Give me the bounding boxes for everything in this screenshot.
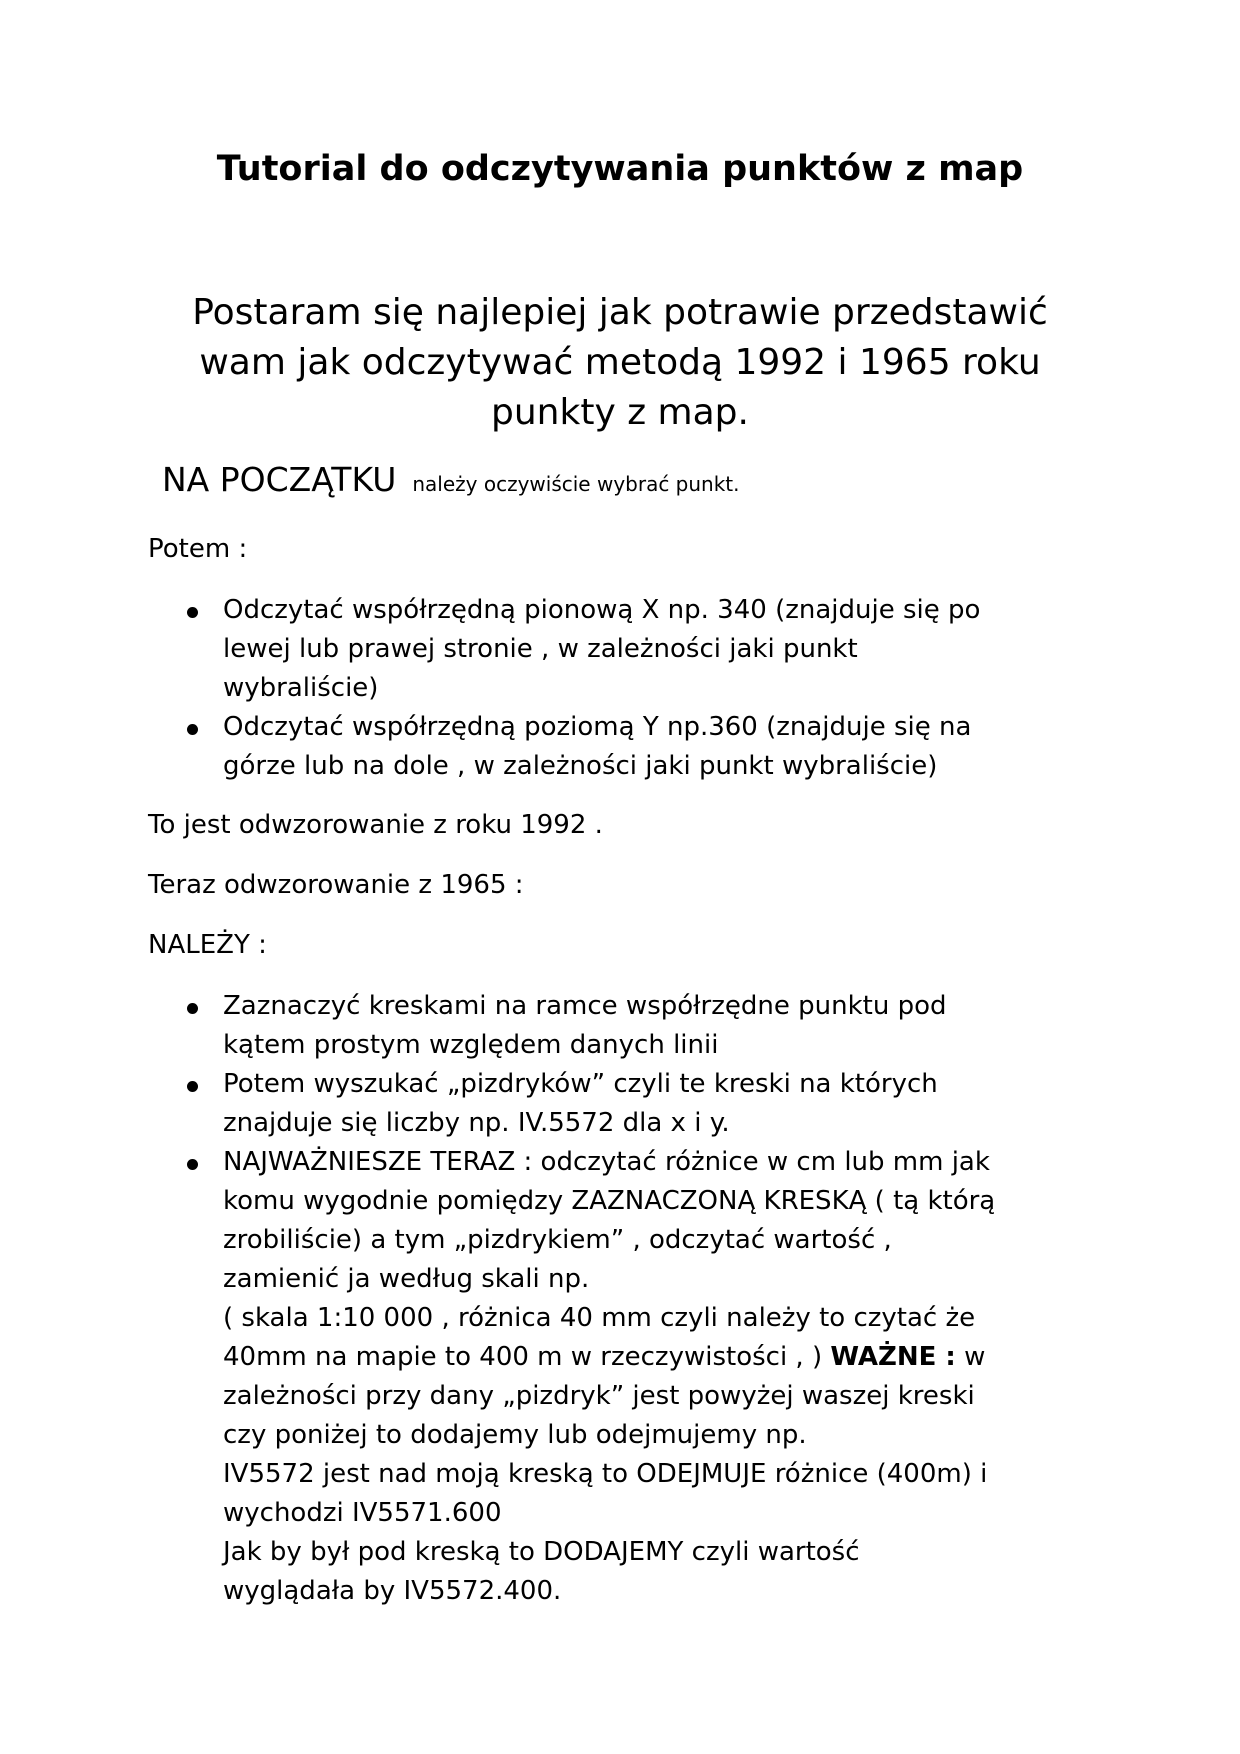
bullet-icon bbox=[187, 1003, 198, 1014]
list-item bbox=[0, 1143, 1103, 1611]
list-item-line: kątem prostym względem danych linii bbox=[223, 1030, 719, 1060]
list-item-line: Potem wyszukać „pizdryków” czyli te kreski na których bbox=[223, 1069, 938, 1099]
list-item-line: Odczytać współrzędną pionową X np. 340 (znajduje się po bbox=[223, 595, 981, 625]
list-item-line: komu wygodnie pomiędzy ZAZNACZONĄ KRESKĄ ( tą którą bbox=[223, 1186, 996, 1216]
intro-line: wam jak odczytywać metodą 1992 i 1965 roku bbox=[199, 342, 1041, 383]
list-item-line: ( skala 1:10 000 , różnica 40 mm czyli należy to czytać że bbox=[223, 1303, 976, 1333]
bullet-icon bbox=[187, 1159, 198, 1170]
list-item-line: Jak by był pod kreską to DODAJEMY czyli wartość bbox=[223, 1537, 860, 1567]
paragraph-1965: Teraz odwzorowanie z 1965 : bbox=[148, 870, 524, 900]
list-item-line: Zaznaczyć kreskami na ramce współrzędne punktu pod bbox=[223, 991, 947, 1021]
list-item-line: lewej lub prawej stronie , w zależności jaki punkt bbox=[223, 634, 858, 664]
list-item bbox=[0, 1065, 1103, 1143]
start-paragraph bbox=[162, 460, 740, 499]
list-item-line: IV5572 jest nad moją kreską to ODEJMUJE różnice (400m) i bbox=[223, 1459, 988, 1489]
list-item-line: NAJWAŻNIESZE TERAZ : odczytać różnice w cm lub mm jak bbox=[223, 1147, 990, 1177]
start-note: należy oczywiście wybrać punkt. bbox=[412, 472, 740, 496]
bullet-icon bbox=[187, 1081, 198, 1092]
intro-line: punkty z map. bbox=[491, 392, 749, 433]
list-item-line: zależności przy dany „pizdryk” jest powyżej waszej kreski bbox=[223, 1381, 975, 1411]
list-item bbox=[0, 591, 1103, 708]
list-item-line: wybraliście) bbox=[223, 673, 379, 703]
intro-line: Postaram się najlepiej jak potrawie przedstawić bbox=[192, 292, 1048, 333]
intro-paragraph bbox=[120, 288, 1120, 438]
start-heading: NA POCZĄTKU bbox=[162, 460, 397, 499]
nalezy-label: NALEŻY : bbox=[148, 930, 267, 960]
potem-label: Potem : bbox=[148, 534, 248, 564]
line-text: 40mm na mapie to 400 m w rzeczywistości , ) bbox=[223, 1342, 831, 1372]
line-text: w bbox=[955, 1342, 986, 1372]
list-item bbox=[0, 708, 1103, 786]
bullet-list-1992 bbox=[0, 591, 1103, 786]
bullet-icon bbox=[187, 607, 198, 618]
list-item-line: zamienić ja według skali np. bbox=[223, 1264, 590, 1294]
list-item-line: górze lub na dole , w zależności jaki punkt wybraliście) bbox=[223, 751, 938, 781]
list-item-line: Odczytać współrzędną poziomą Y np.360 (znajduje się na bbox=[223, 712, 972, 742]
list-item-line: zrobiliście) a tym „pizdrykiem” , odczytać wartość , bbox=[223, 1225, 892, 1255]
bullet-list-1965 bbox=[0, 987, 1103, 1611]
document-title: Tutorial do odczytywania punktów z map bbox=[216, 149, 1024, 189]
important-label: WAŻNE : bbox=[830, 1342, 956, 1372]
list-item-line: znajduje się liczby np. IV.5572 dla x i y. bbox=[223, 1108, 730, 1138]
bullet-icon bbox=[187, 724, 198, 735]
list-item-line: czy poniżej to dodajemy lub odejmujemy np. bbox=[223, 1420, 807, 1450]
list-item-line: wychodzi IV5571.600 bbox=[223, 1498, 502, 1528]
paragraph-1992: To jest odwzorowanie z roku 1992 . bbox=[148, 810, 603, 840]
list-item-line bbox=[223, 1338, 1103, 1377]
list-item-line: wyglądała by IV5572.400. bbox=[223, 1576, 562, 1606]
list-item bbox=[0, 987, 1103, 1065]
